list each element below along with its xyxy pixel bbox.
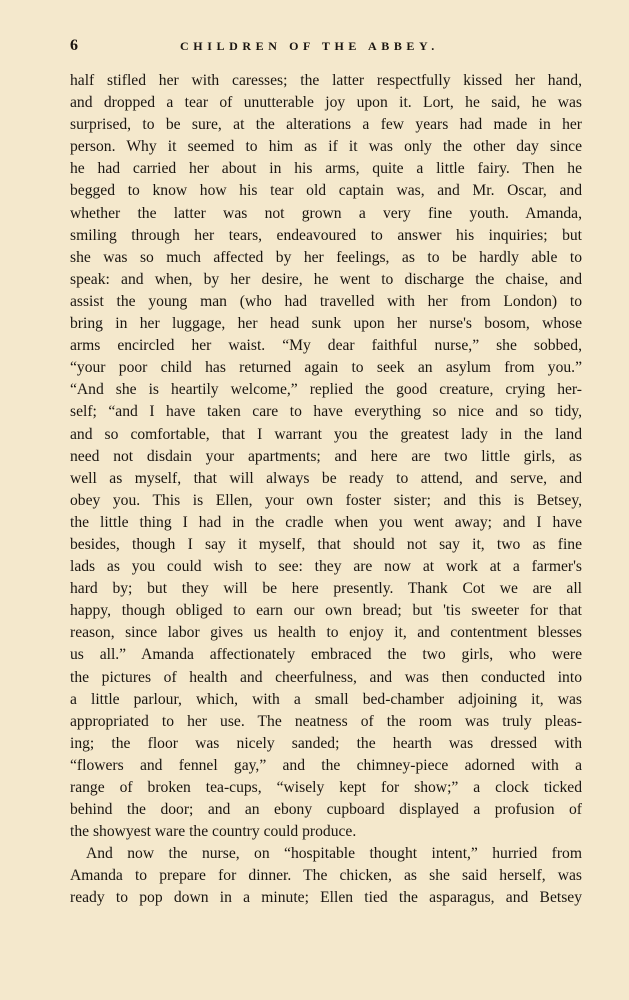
text-line: the showyest ware the country could produce.: [70, 823, 357, 841]
text-line: lads as you could wish to see: they are now at work at a farmer's: [70, 558, 582, 576]
text-line: she was so much affected by her feelings, as to be hardly able to: [70, 248, 582, 266]
running-head: [70, 36, 580, 56]
text-line: half stifled her with caresses; the latter respectfully kissed her hand,: [70, 72, 582, 89]
text-line: surprised, to be sure, at the alterations a few years had made in her: [70, 116, 582, 134]
text-line: he had carried her about in his arms, quite a little fairy. Then he: [70, 160, 582, 178]
text-line: and dropped a tear of unutterable joy upon it. Lort, he said, he was: [70, 94, 582, 112]
text-line: whether the latter was not grown a very fine youth. Amanda,: [70, 204, 582, 222]
text-line: us all.” Amanda affectionately embraced the two girls, who were: [70, 646, 582, 664]
text-line: a little parlour, which, with a small bed-chamber adjoining it, was: [70, 690, 582, 708]
text-line: and so comfortable, that I warrant you the greatest lady in the land: [70, 425, 582, 443]
text-line: reason, since labor gives us health to enjoy it, and contentment blesses: [70, 624, 582, 642]
text-line: And now the nurse, on “hospitable thought intent,” hurried from: [86, 845, 582, 863]
text-line: obey you. This is Ellen, your own foster sister; and this is Betsey,: [70, 491, 582, 509]
text-line: person. Why it seemed to him as if it was only the other day since: [70, 138, 582, 156]
text-line: assist the young man (who had travelled with her from London) to: [70, 292, 582, 310]
text-line: hard by; but they will be here presently. Thank Cot we are all: [70, 580, 582, 598]
text-line: appropriated to her use. The neatness of the room was truly pleas-: [70, 712, 582, 730]
text-line: the pictures of health and cheerfulness, and was then conducted into: [70, 668, 582, 686]
text-line: besides, though I say it myself, that should not say it, two as fine: [70, 535, 582, 553]
text-line: self; “and I have taken care to have everything so nice and so tidy,: [70, 403, 582, 421]
text-line: well as myself, that will always be ready to attend, and serve, and: [70, 469, 582, 487]
text-line: arms encircled her waist. “My dear faithful nurse,” she sobbed,: [70, 337, 582, 355]
page-number: 6: [70, 37, 78, 54]
text-line: “flowers and fennel gay,” and the chimney-piece adorned with a: [70, 756, 582, 774]
text-line: need not disdain your apartments; and here are two little girls, as: [70, 447, 582, 465]
text-line: speak: and when, by her desire, he went to discharge the chaise, and: [70, 270, 582, 288]
body-text: [70, 70, 582, 910]
text-line: the little thing I had in the cradle when you went away; and I have: [70, 513, 582, 531]
text-line: begged to know how his tear old captain was, and Mr. Oscar, and: [70, 182, 582, 200]
text-line: bring in her luggage, her head sunk upon her nurse's bosom, whose: [70, 315, 582, 333]
running-title: CHILDREN OF THE ABBEY.: [180, 39, 439, 53]
text-line: ready to pop down in a minute; Ellen tied the asparagus, and Betsey: [70, 889, 582, 907]
text-line: “And she is heartily welcome,” replied the good creature, crying her-: [70, 381, 582, 399]
text-line: range of broken tea-cups, “wisely kept for show;” a clock ticked: [70, 779, 582, 796]
text-line: ing; the floor was nicely sanded; the hearth was dressed with: [70, 734, 582, 752]
text-line: behind the door; and an ebony cupboard displayed a profusion of: [70, 801, 582, 819]
text-line: Amanda to prepare for dinner. The chicken, as she said herself, was: [70, 867, 582, 885]
text-line: “your poor child has returned again to seek an asylum from you.”: [70, 359, 582, 377]
text-line: smiling through her tears, endeavoured to answer his inquiries; but: [70, 226, 582, 244]
text-line: happy, though obliged to earn our own bread; but 'tis sweeter for that: [70, 602, 582, 620]
